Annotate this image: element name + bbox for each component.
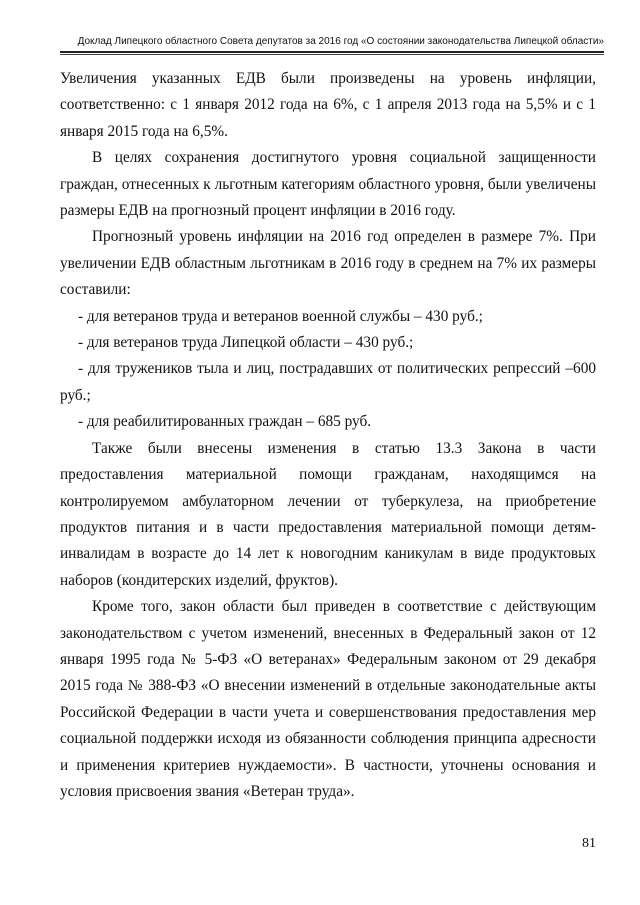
paragraph: Также были внесены изменения в статью 13.3 Закона в части предоставления материальной помощи гражданам, находящимся на контролируемом амбулаторном лечении от туберкулеза, на приобретение продуктов питания и в части предоставления материальной помощи детям-инвалидам в возрасте до 14 лет к новогодним каникулам в виде продуктовых наборов (кондитерских изделий, фруктов). (60, 439, 596, 589)
document-body (60, 66, 596, 805)
paragraph: В целях сохранения достигнутого уровня социальной защищенности граждан, отнесенных к льготным категориям областного уровня, были увеличены размеры ЕДВ на прогнозный процент инфляции в 2016 году. (60, 149, 596, 220)
paragraph: Кроме того, закон области был приведен в соответствие с действующим законодательством с учетом изменений, внесенных в Федеральный закон от 12 января 1995 года № 5-ФЗ «О ветеранах» Федеральным законом от 29 декабря 2015 года № 388-ФЗ «О внесении изменений в отдельные законодательные акты Российской Федерации в части учета и совершенствования предоставления мер социальной поддержки исходя из обязанности соблюдения принципа адресности и применения критериев нуждаемости». В частности, уточнены основания и условия присвоения звания «Ветеран труда». (60, 598, 596, 800)
paragraph: Прогнозный уровень инфляции на 2016 год определен в размере 7%. При увеличении ЕДВ областным льготникам в 2016 году в среднем на 7% их размеры составили: (60, 228, 596, 299)
list-item: - для реабилитированных граждан – 685 руб. (78, 413, 372, 431)
page-number: 81 (582, 836, 596, 851)
running-header: Доклад Липецкого областного Совета депутатов за 2016 год «О состоянии законодательства Липецкой области» (77, 36, 604, 47)
list-item: - для тружеников тыла и лиц, пострадавших от политических репрессий –600 руб.; (60, 360, 596, 404)
paragraph: Увеличения указанных ЕДВ были произведены на уровень инфляции, соответственно: с 1 января 2012 года на 6%, с 1 апреля 2013 года на 5,5% и с 1 января 2015 года на 6,5%. (60, 70, 596, 140)
list-item: - для ветеранов труда Липецкой области – 430 руб.; (78, 334, 414, 352)
header-rule (60, 51, 604, 55)
list-item: - для ветеранов труда и ветеранов военной службы – 430 руб.; (78, 307, 483, 325)
